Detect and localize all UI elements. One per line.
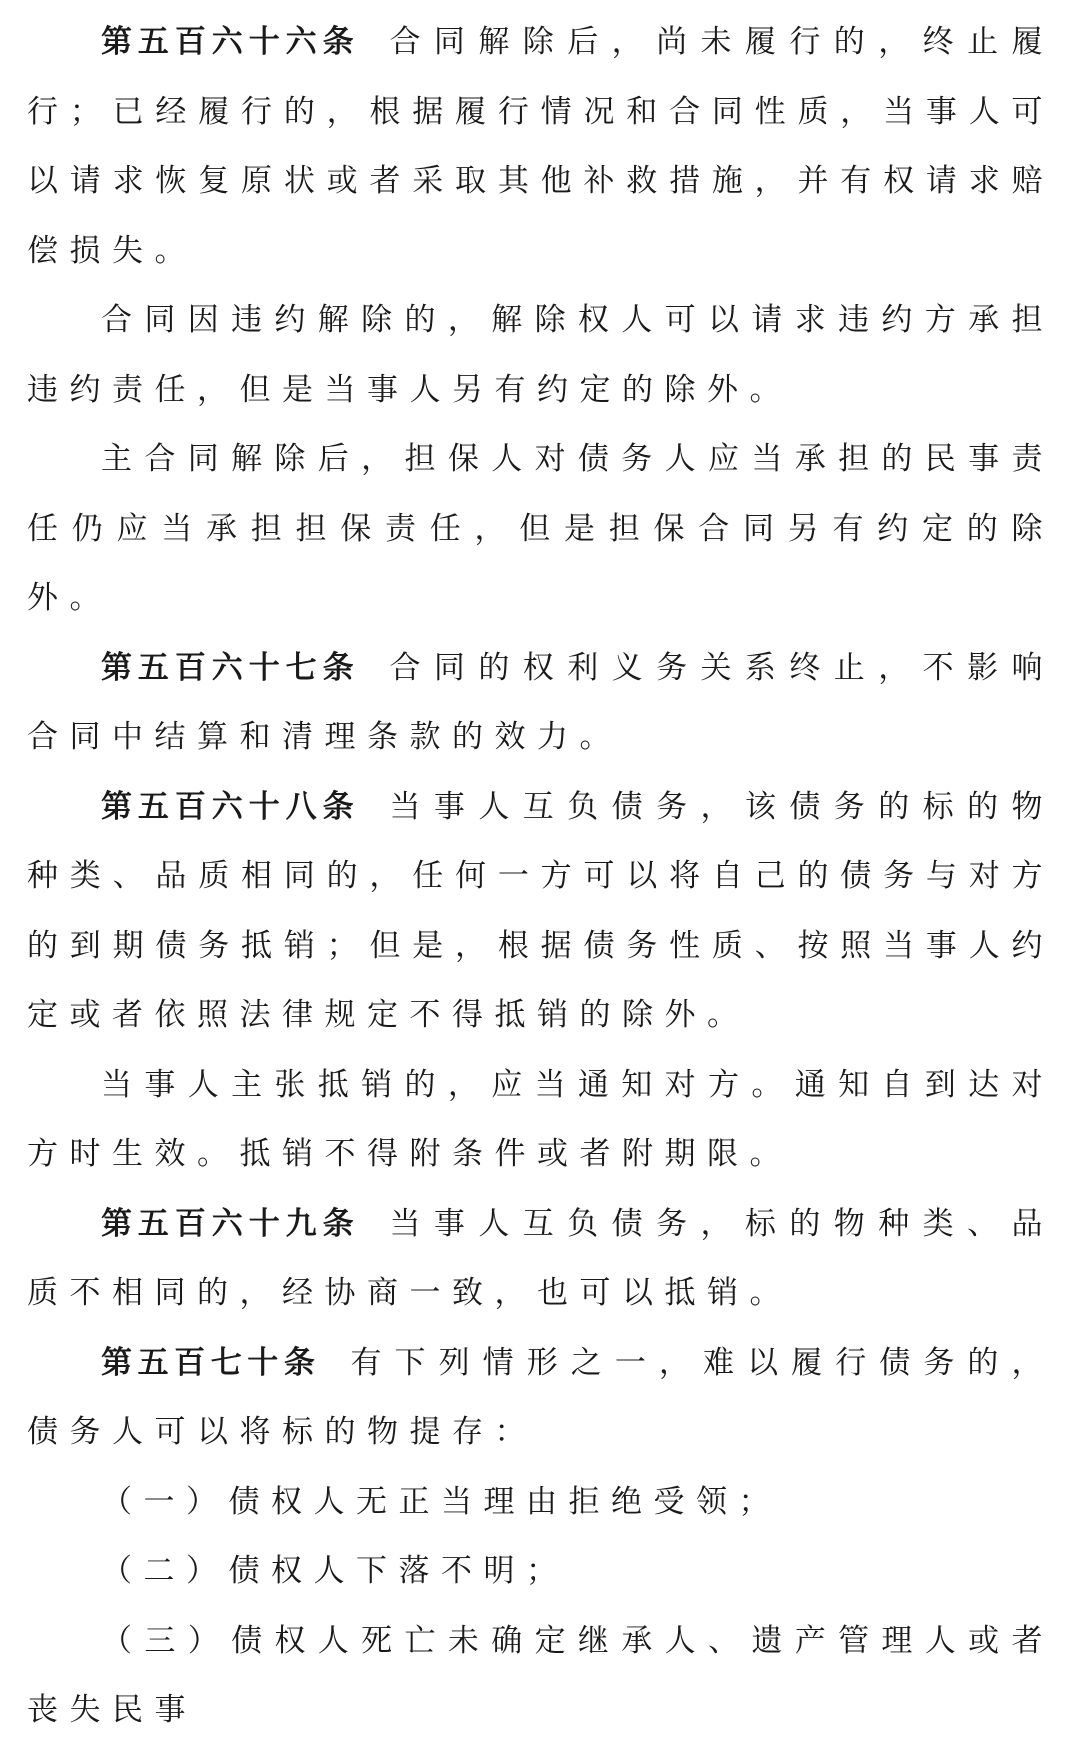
clause-text: 当事人主张抵销的，应当通知对方。通知自到达对方时生效。抵销不得附条件或者附期限。 (27, 1066, 1054, 1172)
list-item (27, 1607, 1054, 1746)
article-568-clause-2 (27, 1051, 1054, 1190)
article-number: 第五百六十七条 (101, 649, 360, 686)
article-567-paragraph (27, 634, 1054, 773)
article-text: 当事人互负债务，该债务的标的物种类、品质相同的，任何一方可以将自己的债务与对方的到期债务抵销；但是，根据债务性质、按照当事人约定或者依照法律规定不得抵销的除外。 (27, 788, 1054, 1033)
list-item (27, 1468, 1054, 1538)
article-text: 当事人互负债务，标的物种类、品质不相同的，经协商一致，也可以抵销。 (27, 1205, 1054, 1311)
article-569-paragraph (27, 1190, 1054, 1329)
article-number: 第五百六十八条 (101, 788, 360, 825)
list-item-text: （二）债权人下落不明； (101, 1553, 569, 1589)
article-text: 合同的权利义务关系终止，不影响合同中结算和清理条款的效力。 (27, 649, 1054, 755)
article-566-clause-2 (27, 286, 1054, 425)
clause-text: 主合同解除后，担保人对债务人应当承担的民事责任仍应当承担担保责任，但是担保合同另有约定的除外。 (27, 441, 1054, 616)
list-item (27, 1537, 1054, 1607)
article-566-clause-3 (27, 425, 1054, 634)
article-566-paragraph (27, 8, 1054, 286)
article-number: 第五百七十条 (101, 1344, 321, 1381)
article-570-paragraph (27, 1329, 1054, 1468)
article-text: 合同解除后，尚未履行的，终止履行；已经履行的，根据履行情况和合同性质，当事人可以请求恢复原状或者采取其他补救措施，并有权请求赔偿损失。 (27, 24, 1054, 269)
clause-text: 合同因违约解除的，解除权人可以请求违约方承担违约责任，但是当事人另有约定的除外。 (27, 302, 1054, 408)
article-number: 第五百六十六条 (101, 24, 360, 60)
article-568-paragraph (27, 773, 1054, 1051)
article-text: 有下列情形之一，难以履行债务的，债务人可以将标的物提存： (27, 1344, 1055, 1450)
list-item-text: （三）债权人死亡未确定继承人、遗产管理人或者丧失民事 (27, 1622, 1054, 1728)
list-item-text: （一）债权人无正当理由拒绝受领； (101, 1483, 781, 1520)
article-number: 第五百六十九条 (101, 1205, 360, 1242)
